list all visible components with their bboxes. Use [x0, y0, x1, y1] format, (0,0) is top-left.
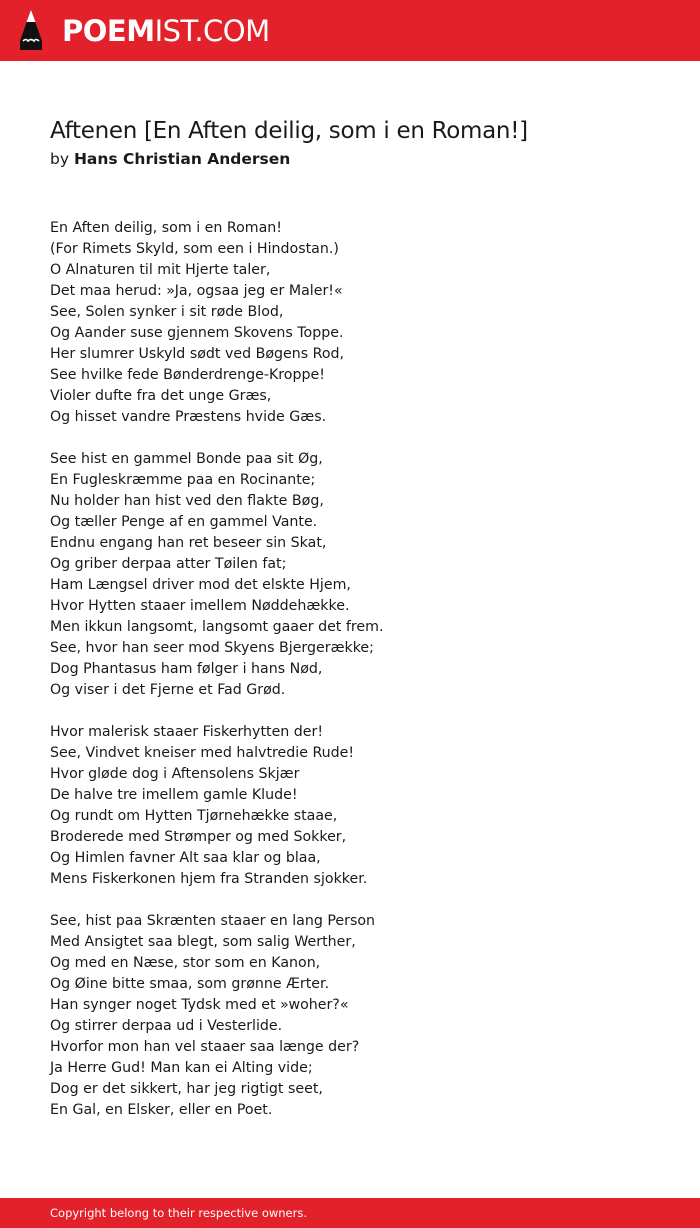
logo-light-text: IST.COM	[154, 14, 270, 48]
poem-line: Og viser i det Fjerne et Fad Grød.	[50, 682, 286, 698]
poem-line: Dog Phantasus ham følger i hans Nød,	[50, 661, 323, 677]
poem-line: Og hisset vandre Præstens hvide Gæs.	[50, 409, 327, 425]
poem-line: See hvilke fede Bønderdrenge-Kroppe!	[50, 367, 325, 383]
poem-line: (For Rimets Skyld, som een i Hindostan.)	[50, 241, 339, 257]
poem-line: Og med en Næse, stor som en Kanon,	[50, 955, 321, 971]
site-footer	[0, 1198, 700, 1228]
poem-line: See, hist paa Skrænten staaer en lang Person	[50, 913, 376, 929]
poem-line: See, Vindvet kneiser med halvtredie Rude!	[50, 745, 355, 761]
poem-line: Violer dufte fra det unge Græs,	[50, 388, 272, 404]
poem-line: Han synger noget Tydsk med et »woher?«	[50, 997, 349, 1013]
copyright-notice: Copyright belong to their respective owners.	[50, 1206, 308, 1220]
poem-line: Dog er det sikkert, har jeg rigtigt seet,	[50, 1081, 323, 1097]
site-header	[0, 0, 700, 61]
poem-line: Endnu engang han ret beseer sin Skat,	[50, 535, 327, 551]
poem-line: Og rundt om Hytten Tjørnehække staae,	[50, 808, 338, 824]
poem-line: Mens Fiskerkonen hjem fra Stranden sjokker.	[50, 871, 368, 887]
by-label: by	[50, 150, 70, 168]
poem-line: Nu holder han hist ved den flakte Bøg,	[50, 493, 324, 509]
poem-line: O Alnaturen til mit Hjerte taler,	[50, 262, 271, 278]
byline	[50, 148, 290, 170]
poem-line: See, Solen synker i sit røde Blod,	[50, 304, 284, 320]
poem-line: Ja Herre Gud! Man kan ei Alting vide;	[50, 1060, 313, 1076]
pencil-icon[interactable]	[18, 9, 44, 51]
poem-line: Hvor Hytten staaer imellem Nøddehække.	[50, 598, 350, 614]
poem-line: De halve tre imellem gamle Klude!	[50, 787, 298, 803]
poem-line: Hvor malerisk staaer Fiskerhytten der!	[50, 724, 324, 740]
poem-line: Hvor gløde dog i Aftensolens Skjær	[50, 766, 300, 782]
poem-stanza	[50, 722, 670, 890]
poem-stanza	[50, 218, 670, 428]
poem-line: Og stirrer derpaa ud i Vesterlide.	[50, 1018, 283, 1034]
poem-stanza	[50, 449, 670, 701]
author-name: Hans Christian Andersen	[73, 150, 291, 168]
poem-line: Ham Længsel driver mod det elskte Hjem,	[50, 577, 351, 593]
poem-stanza	[50, 911, 670, 1121]
poem-line: Og tæller Penge af en gammel Vante.	[50, 514, 318, 530]
poem-line: Det maa herud: »Ja, ogsaa jeg er Maler!«	[50, 283, 343, 299]
poem-line: En Aften deilig, som i en Roman!	[50, 220, 282, 236]
logo-bold-text: POEM	[62, 14, 155, 48]
poem-line: En Fugleskræmme paa en Rocinante;	[50, 472, 316, 488]
poem-line: En Gal, en Elsker, eller en Poet.	[50, 1102, 273, 1118]
poem-line: Og griber derpaa atter Tøilen fat;	[50, 556, 287, 572]
poem-line: Her slumrer Uskyld sødt ved Bøgens Rod,	[50, 346, 345, 362]
poem-line: Men ikkun langsomt, langsomt gaaer det frem.	[50, 619, 384, 635]
poem-line: Og Øine bitte smaa, som grønne Ærter.	[50, 976, 330, 992]
poem-line: See hist en gammel Bonde paa sit Øg,	[50, 451, 323, 467]
poem-line: Med Ansigtet saa blegt, som salig Werther,	[50, 934, 356, 950]
site-logo[interactable]	[62, 12, 270, 50]
poem-line: See, hvor han seer mod Skyens Bjergerække;	[50, 640, 374, 656]
poem-title: Aftenen [En Aften deilig, som i en Roman!]	[50, 118, 528, 144]
poem-line: Og Aander suse gjennem Skovens Toppe.	[50, 325, 344, 341]
poem-line: Hvorfor mon han vel staaer saa længe der?	[50, 1039, 360, 1055]
poem-line: Broderede med Strømper og med Sokker,	[50, 829, 347, 845]
poem-body	[50, 218, 670, 1142]
poem-line: Og Himlen favner Alt saa klar og blaa,	[50, 850, 321, 866]
